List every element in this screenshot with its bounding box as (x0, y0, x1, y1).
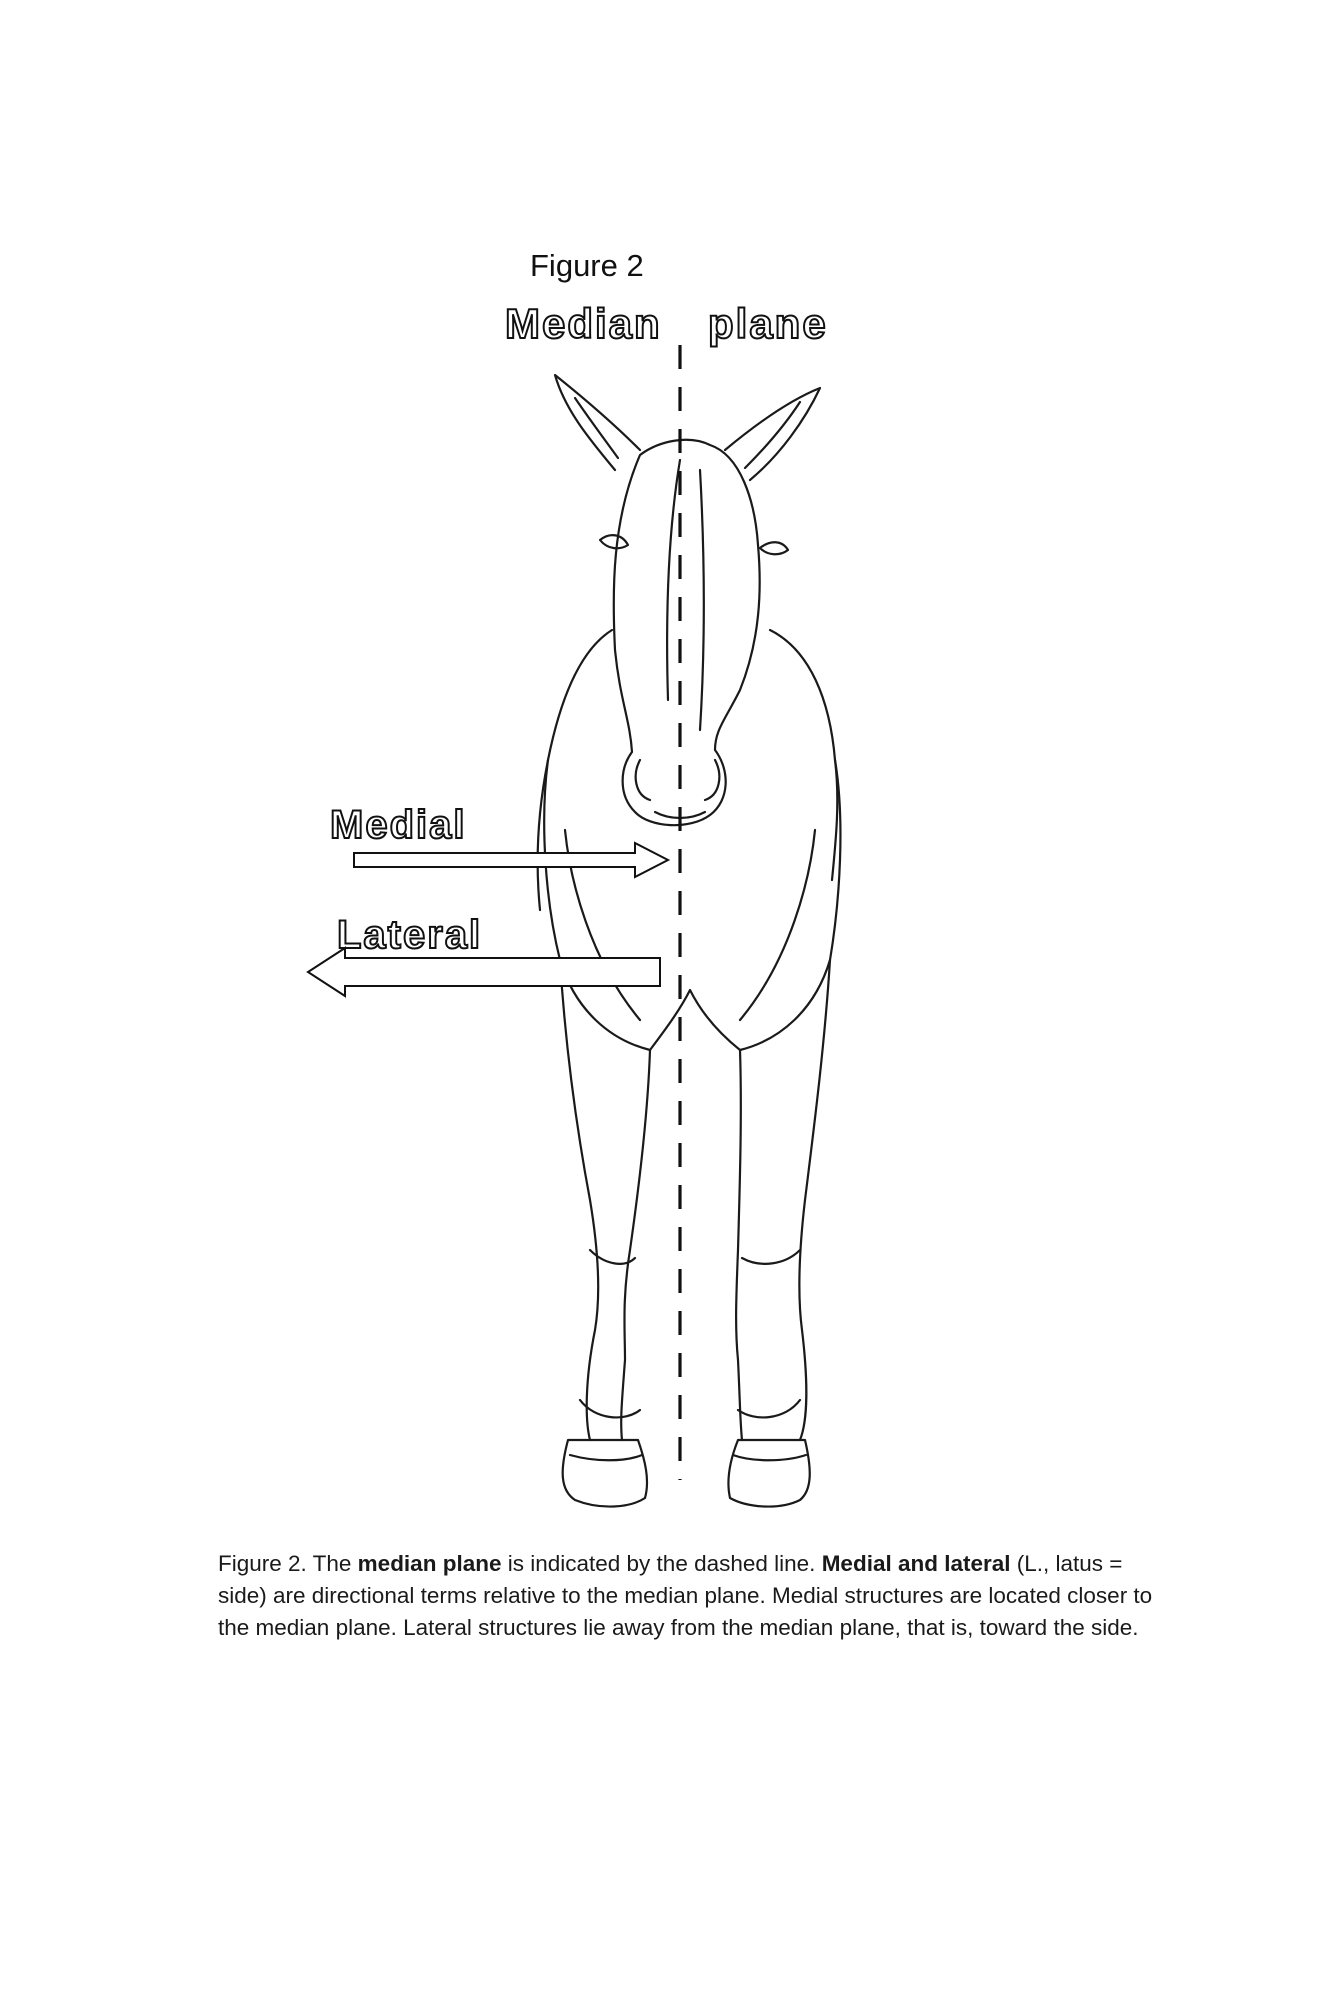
right-eye (760, 542, 788, 554)
plane-label: plane (708, 300, 828, 347)
caption-term-medial-lateral: Medial and lateral (821, 1551, 1011, 1576)
right-leg-outer (799, 960, 830, 1440)
right-fetlock (738, 1400, 800, 1417)
caption-lead: Figure 2. The (218, 1551, 358, 1576)
lateral-arrow (308, 948, 660, 996)
right-shoulder (770, 630, 837, 880)
medial-label: Medial (330, 803, 467, 847)
head-outline (614, 440, 760, 825)
left-hoof-band (570, 1455, 642, 1460)
right-leg-inner (736, 1050, 742, 1440)
left-leg-outer (560, 960, 598, 1440)
left-leg-inner (621, 1050, 650, 1440)
right-hoof-band (733, 1455, 806, 1460)
left-chest (544, 760, 650, 1050)
right-chest (740, 760, 840, 1050)
right-breast-muscle (740, 830, 815, 1020)
sternum-line (650, 990, 740, 1050)
right-hoof (728, 1440, 809, 1507)
lateral-label: Lateral (337, 913, 483, 957)
left-nostril (636, 760, 650, 800)
figure-caption (218, 1548, 1168, 1644)
right-nostril (705, 760, 719, 800)
right-ear (725, 388, 820, 480)
nose-bridge (700, 470, 704, 730)
left-hoof (563, 1440, 647, 1507)
caption-term-median-plane: median plane (357, 1551, 502, 1576)
left-ear (555, 375, 640, 470)
medial-arrow (354, 843, 668, 877)
median-label: Median (505, 300, 662, 347)
right-knee (742, 1250, 800, 1264)
forehead-line (667, 460, 680, 700)
figure-title: Figure 2 (530, 248, 644, 283)
left-eye (600, 535, 628, 548)
caption-mid: is indicated by the dashed line. (501, 1551, 822, 1576)
left-fetlock (580, 1400, 640, 1417)
caption-rest: (L., latus = side) are directional terms relative to the median plane. Medial structures are located closer to the median plane. Lateral structures lie away from the median plane, that is, toward the side. (218, 1551, 1153, 1640)
